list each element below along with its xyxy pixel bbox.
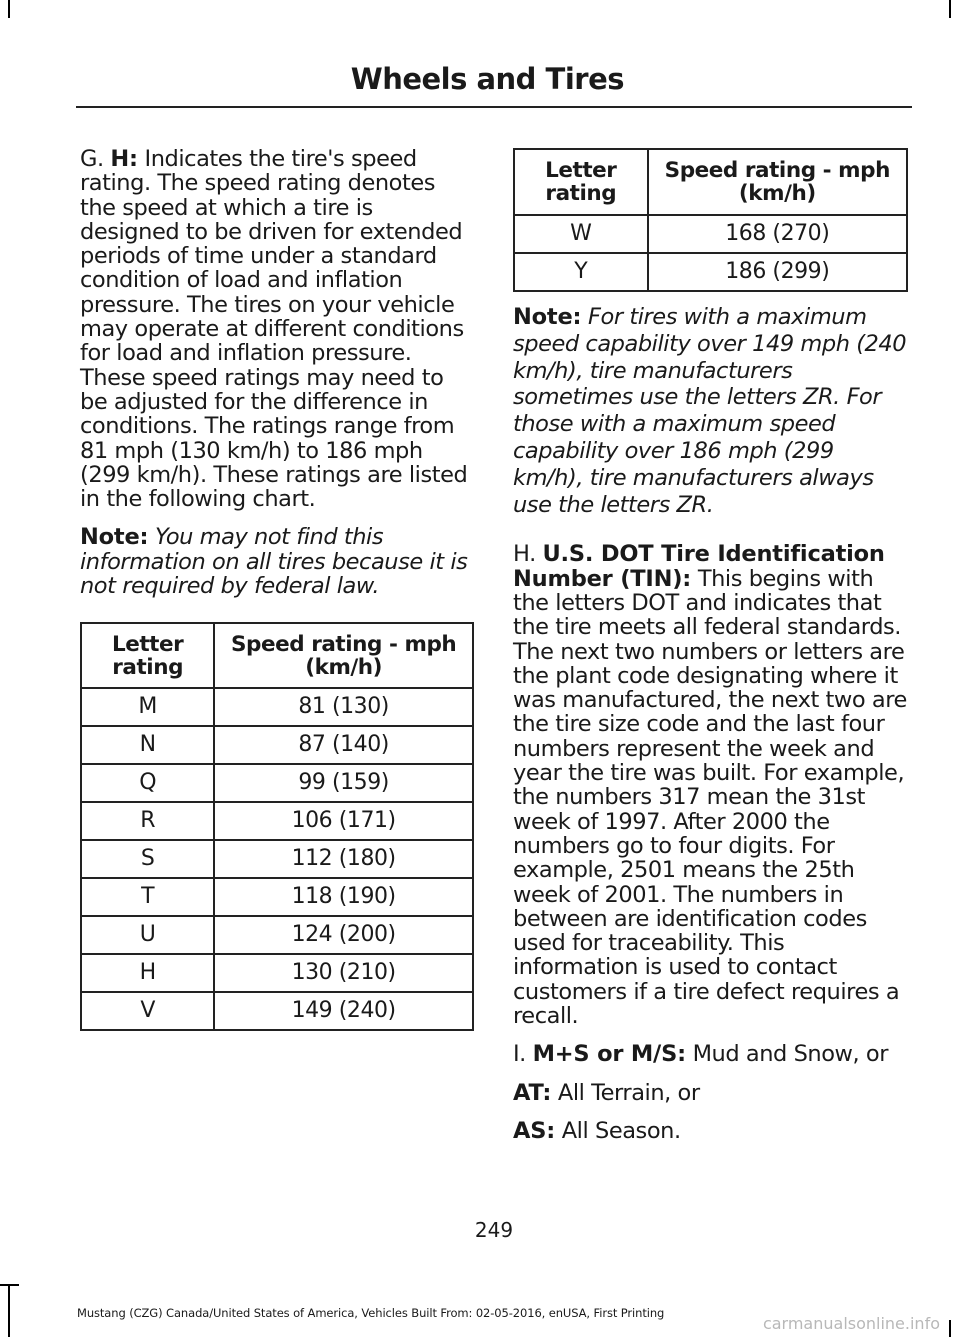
table-header-row (81, 623, 473, 688)
table-row (81, 954, 473, 992)
item-prefix: G. (80, 146, 104, 172)
cell-letter: R (81, 802, 214, 840)
paragraph-all-season (513, 1119, 908, 1143)
right-column (513, 148, 908, 1157)
item-text: All Terrain, or (557, 1079, 700, 1106)
cell-letter: V (81, 992, 214, 1030)
table-row (514, 253, 907, 291)
cell-letter: W (514, 215, 648, 253)
item-label: U.S. DOT Tire Identification Number (TIN): (513, 541, 885, 592)
table-row (81, 688, 473, 726)
paragraph-speed-rating (80, 147, 474, 511)
table-row (81, 802, 473, 840)
cell-speed: 118 (190) (214, 878, 473, 916)
cell-speed: 130 (210) (214, 954, 473, 992)
cell-letter: H (81, 954, 214, 992)
table-row (81, 916, 473, 954)
cell-speed: 81 (130) (214, 688, 473, 726)
item-prefix: H. (513, 541, 536, 568)
note-label: Note: (80, 524, 149, 551)
paragraph-all-terrain (513, 1081, 908, 1105)
column-header-speed: Speed rating - mph (km/h) (214, 623, 473, 688)
item-prefix: I. (513, 1041, 526, 1068)
crop-mark-bottom-left (8, 1286, 10, 1337)
cell-speed: 149 (240) (214, 992, 473, 1030)
item-text: All Season. (561, 1117, 681, 1144)
note-text: For tires with a maximum speed capability over 149 mph (240 km/h), tire manufacturers sometimes use the letters ZR. For those with a maximum speed capability over 186 mph (299 km/h), tire manufacturers always use the letters ZR. (513, 304, 907, 518)
cell-speed: 106 (171) (214, 802, 473, 840)
item-label: M+S or M/S: (532, 1041, 686, 1068)
cell-speed: 124 (200) (214, 916, 473, 954)
header-divider (76, 106, 912, 108)
left-column (80, 147, 474, 1031)
cell-speed: 168 (270) (648, 215, 907, 253)
note-label: Note: (513, 304, 582, 330)
speed-rating-table (80, 622, 474, 1031)
cell-letter: S (81, 840, 214, 878)
footer-text: Mustang (CZG) Canada/United States of America, Vehicles Built From: 02-05-2016, enUSA, First Printing (77, 1306, 665, 1320)
crop-mark-top-left (8, 0, 10, 18)
column-header-speed: Speed rating - mph (km/h) (648, 149, 907, 215)
speed-rating-table-continued (513, 148, 908, 292)
paragraph-dot-tin (513, 542, 908, 1028)
crop-mark-bottom-left-h (0, 1284, 19, 1286)
table-row (81, 992, 473, 1030)
cell-speed: 99 (159) (214, 764, 473, 802)
cell-letter: Y (514, 253, 648, 291)
item-label: AT: (513, 1079, 552, 1106)
paragraph-mud-snow (513, 1042, 908, 1066)
table-row (81, 726, 473, 764)
table-row (81, 764, 473, 802)
table-header-row (514, 149, 907, 215)
column-header-letter: Letter rating (514, 149, 648, 215)
cell-letter: M (81, 688, 214, 726)
cell-letter: Q (81, 764, 214, 802)
cell-letter: N (81, 726, 214, 764)
cell-speed: 87 (140) (214, 726, 473, 764)
item-text: Indicates the tire's speed rating. The speed rating denotes the speed at which a tire is designed to be driven for extended periods of time under a standard condition of load and inflation pressure. The tires on your vehicle may operate at different conditions for load and inflation pressure. These speed ratings may need to be adjusted for the difference in conditions. The ratings range from 81 mph (130 km/h) to 186 mph (299 km/h). These ratings are listed in the following chart. (80, 146, 468, 513)
watermark: carmanualsonline.info (762, 1314, 940, 1333)
crop-mark-bottom-right (949, 1320, 951, 1337)
cell-letter: U (81, 916, 214, 954)
page-title: Wheels and Tires (350, 62, 624, 96)
item-label: H: (110, 146, 138, 172)
table-row (81, 878, 473, 916)
note-federal-law (80, 525, 474, 598)
table-row (81, 840, 473, 878)
item-label: AS: (513, 1117, 556, 1144)
item-text: Mud and Snow, or (692, 1041, 888, 1068)
note-zr-letters (513, 304, 908, 518)
cell-speed: 112 (180) (214, 840, 473, 878)
column-header-letter: Letter rating (81, 623, 214, 688)
cell-letter: T (81, 878, 214, 916)
page-number: 249 (474, 1218, 514, 1242)
cell-speed: 186 (299) (648, 253, 907, 291)
crop-mark-top-right (949, 0, 951, 18)
note-text: You may not find this information on all tires because it is not required by federal law. (80, 524, 468, 600)
table-row (514, 215, 907, 253)
item-text: This begins with the letters DOT and indicates that the tire meets all federal standards. The next two numbers or letters are the plant code designating where it was manufactured, the next two are the tire size code and the last four numbers represent the week and year the tire was built. For example, the numbers 317 mean the 31st week of 1997. After 2000 the numbers go to four digits. For example, 2501 means the 25th week of 2001. The numbers in between are identification codes used for traceability. This information is used to contact customers if a tire defect requires a recall. (513, 565, 907, 1030)
